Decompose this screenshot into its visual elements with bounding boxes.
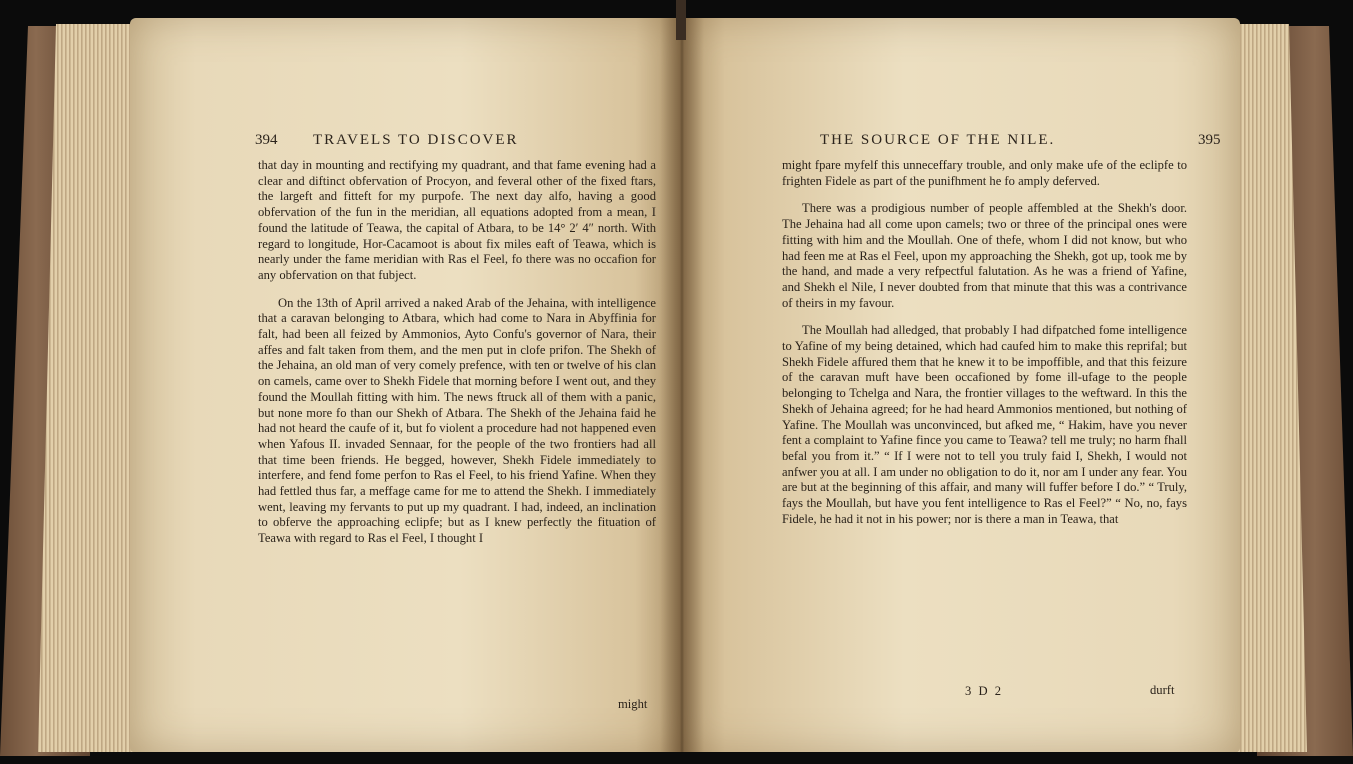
right-paragraph-1: might fpare myfelf this unneceffary trouble, and only make ufe of the eclipfe to frighten Fidele as part of the punifhment he fo amply deferved.	[782, 158, 1187, 188]
right-paragraph-2: There was a prodigious number of people affembled at the Shekh's door. The Jehaina had all come upon camels; two or three of the principal ones were fitting with him and the Moullah. One of thefe, whom I did not know, but who had feen me at Ras el Feel, upon my approaching the Shekh, got up, took me by the hand, and made a very refpectful falutation. As he was a friend of Yafine, and Shekh el Nile, I never doubted from that minute that this was a contrivance of theirs in my favour.	[782, 201, 1187, 310]
left-paragraph-1: that day in mounting and rectifying my quadrant, and that fame evening had a clear and diftinct obfervation of Procyon, and feveral other of the fixed ftars, the largeft and fitteft for my purpofe. The next day alfo, having a good obfervation of the fun in the meridian, all equations adopted from a mean, I found the latitude of Teawa, the capital of Atbara, to be 14° 2′ 4″ north. With regard to longitude, Hor-Cacamoot is about fix miles eaft of Teawa, which is nearly under the fame meridian with Ras el Feel, fo there was no occafion for any obfervation on that fubject.	[258, 158, 656, 282]
right-page-number: 395	[1198, 132, 1221, 148]
spine-strip	[676, 0, 686, 40]
left-paragraph-2: On the 13th of April arrived a naked Arab of the Jehaina, with intelligence that a caravan belonging to Atbara, which had come to Nara in Abyffinia for falt, had been all feized by Ammonios, Ayto Confu's governor of Nara, their affes and falt taken from them, and the men put in clofe prifon. The Shekh of the Jehaina, an old man of very comely prefence, with ten or twelve of his clan on camels, came over to Shekh Fidele that morning before I went out, and they found the Moullah fitting with him. The news ftruck all of them with a panic, but none more fo than our Shekh of Atbara. The Shekh of the Jehaina faid he had not heard the caufe of it, but fo violent a procedure had not happened even when Yafous II. invaded Sennaar, for the people of the two frontiers had all that time been friends. He begged, however, Shekh Fidele immediately to interfere, and fend fome perfon to Ras el Feel, to his friend Yafine. When they had fettled thus far, a meffage came for me to attend the Shekh. I immediately went, leaving my fervants to put up my quadrant. I had, indeed, an inclination to obferve the approaching eclipfe; but as I knew perfectly the fituation of Teawa with regard to Ras el Feel, I thought I	[258, 295, 656, 546]
right-catchword: durft	[1150, 683, 1175, 697]
signature-mark: 3 D 2	[965, 684, 1003, 698]
left-page-header	[255, 132, 675, 152]
right-paragraph-3: The Moullah had alledged, that probably I had difpatched fome intelligence to Yafine of my being detained, which had caufed him to make this reprifal; but Shekh Fidele affured them that he knew it to be impoffible, and that this feizure of the caravan muft have been occafioned by fome ill-ufage to the people belonging to Tchelga and Nara, the frontier villages to the weftward. In this the Shekh of Jehaina agreed; for he had heard Ammonios mentioned, but nothing of Yafine. The Moullah was unconvinced, but afked me, “ Hakim, have you never fent a complaint to Yafine fince you came to Teawa? tell me truly; no harm fhall befal you from it.” “ If I were not to tell you truly faid I, Shekh, I would not anfwer you at all. I am under no obligation to do it, nor am I under any fear. You are but at the beginning of this affair, and many will fuffer before I do.” “ Truly, fays the Moullah, but have you fent intelligence to Ras el Feel?” “ No, no, fays Fidele, he had it not in his power; nor is there a man in Teawa, that	[782, 323, 1187, 526]
left-catchword: might	[618, 697, 648, 711]
right-text-column	[782, 158, 1187, 698]
left-text-column	[258, 158, 656, 698]
right-page-header	[820, 132, 1240, 152]
left-running-head: TRAVELS TO DISCOVER	[313, 132, 519, 148]
book-gutter	[660, 18, 704, 752]
right-running-head: THE SOURCE OF THE NILE.	[820, 132, 1056, 148]
left-page-number: 394	[255, 132, 278, 148]
